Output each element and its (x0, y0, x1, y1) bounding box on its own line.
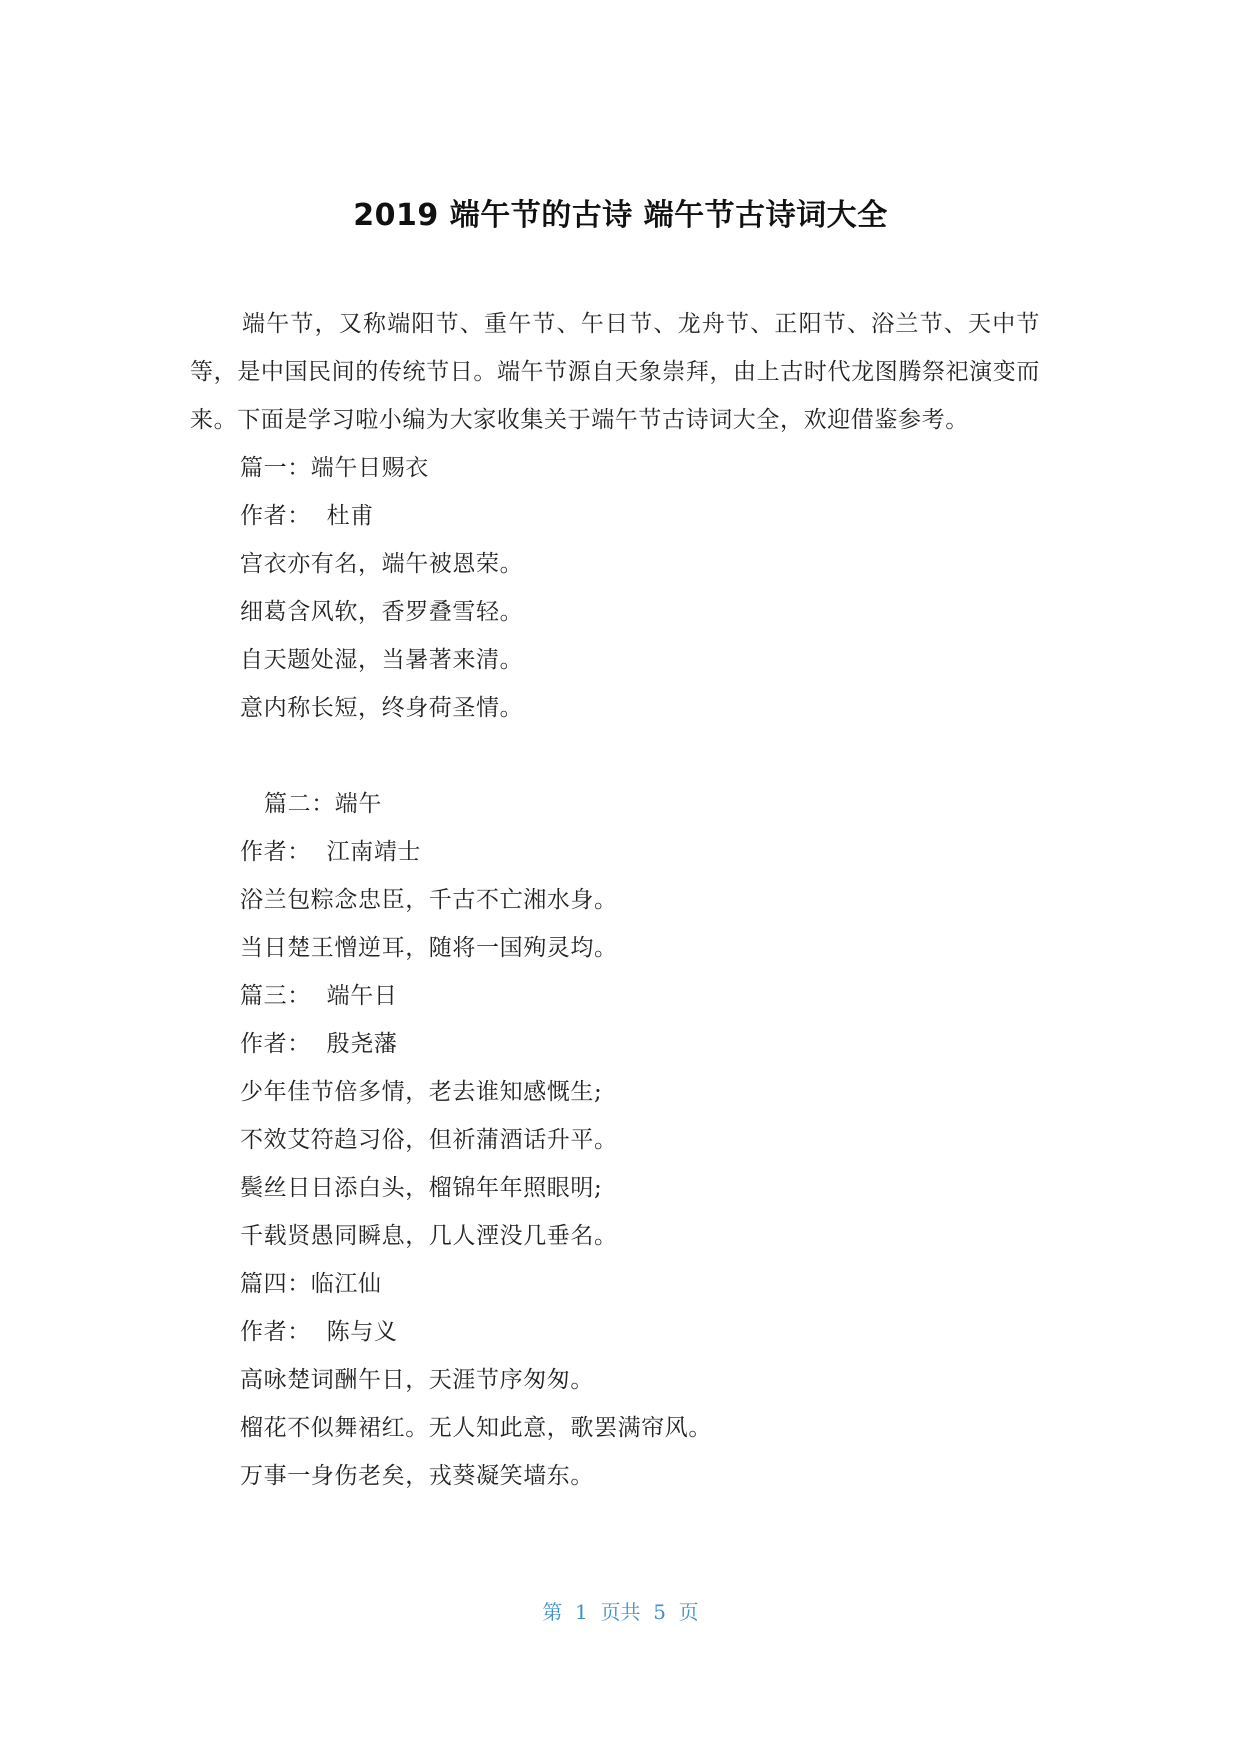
poem-3-line: 千载贤愚同瞬息，几人湮没几垂名。 (240, 1223, 618, 1249)
document-body (190, 300, 1040, 1500)
poem-1-heading: 篇一：端午日赐衣 (240, 455, 429, 481)
poem-4-heading: 篇四：临江仙 (240, 1271, 382, 1297)
intro-paragraph: 端午节，又称端阳节、重午节、午日节、龙舟节、正阳节、浴兰节、天中节等，是中国民间的传统节日。端午节源自天象崇拜，由上古时代龙图腾祭祀演变而来。下面是学习啦小编为大家收集关于端午节古诗词大全，欢迎借鉴参考。 (190, 311, 1040, 433)
poem-2-line: 浴兰包粽念忠臣，千古不亡湘水身。 (240, 887, 618, 913)
blank-line (190, 732, 1040, 780)
poem-1-author: 作者： 杜甫 (240, 503, 374, 529)
poem-3-line: 鬓丝日日添白头，榴锦年年照眼明; (240, 1175, 603, 1201)
document-title: 2019 端午节的古诗 端午节古诗词大全 (353, 198, 888, 233)
poem-section-1 (190, 444, 1040, 732)
poem-1-line: 细葛含风软，香罗叠雪轻。 (240, 599, 524, 625)
poem-3-line: 不效艾符趋习俗，但祈蒲酒话升平。 (240, 1127, 618, 1153)
page-number-footer: 第 1 页共 5 页 (542, 1600, 699, 1624)
poem-3-heading: 篇三： 端午日 (240, 983, 398, 1009)
poem-2-heading: 篇二：端午 (264, 791, 382, 817)
poem-section-2 (190, 780, 1040, 972)
poem-3-line: 少年佳节倍多情，老去谁知感慨生; (240, 1079, 603, 1105)
poem-1-line: 自天题处湿，当暑著来清。 (240, 647, 524, 673)
poem-1-line: 宫衣亦有名，端午被恩荣。 (240, 551, 524, 577)
poem-section-4 (190, 1260, 1040, 1500)
poem-3-author: 作者： 殷尧藩 (240, 1031, 398, 1057)
poem-1-line: 意内称长短，终身荷圣情。 (240, 695, 524, 721)
poem-4-line: 高咏楚词酬午日，天涯节序匆匆。 (240, 1367, 594, 1393)
poem-4-line: 万事一身伤老矣，戎葵凝笑墙东。 (240, 1463, 594, 1489)
poem-4-author: 作者： 陈与义 (240, 1319, 398, 1345)
poem-2-line: 当日楚王憎逆耳，随将一国殉灵均。 (240, 935, 618, 961)
poem-2-author: 作者： 江南靖士 (240, 839, 422, 865)
poem-4-line: 榴花不似舞裙红。无人知此意，歌罢满帘风。 (240, 1415, 712, 1441)
poem-section-3 (190, 972, 1040, 1260)
